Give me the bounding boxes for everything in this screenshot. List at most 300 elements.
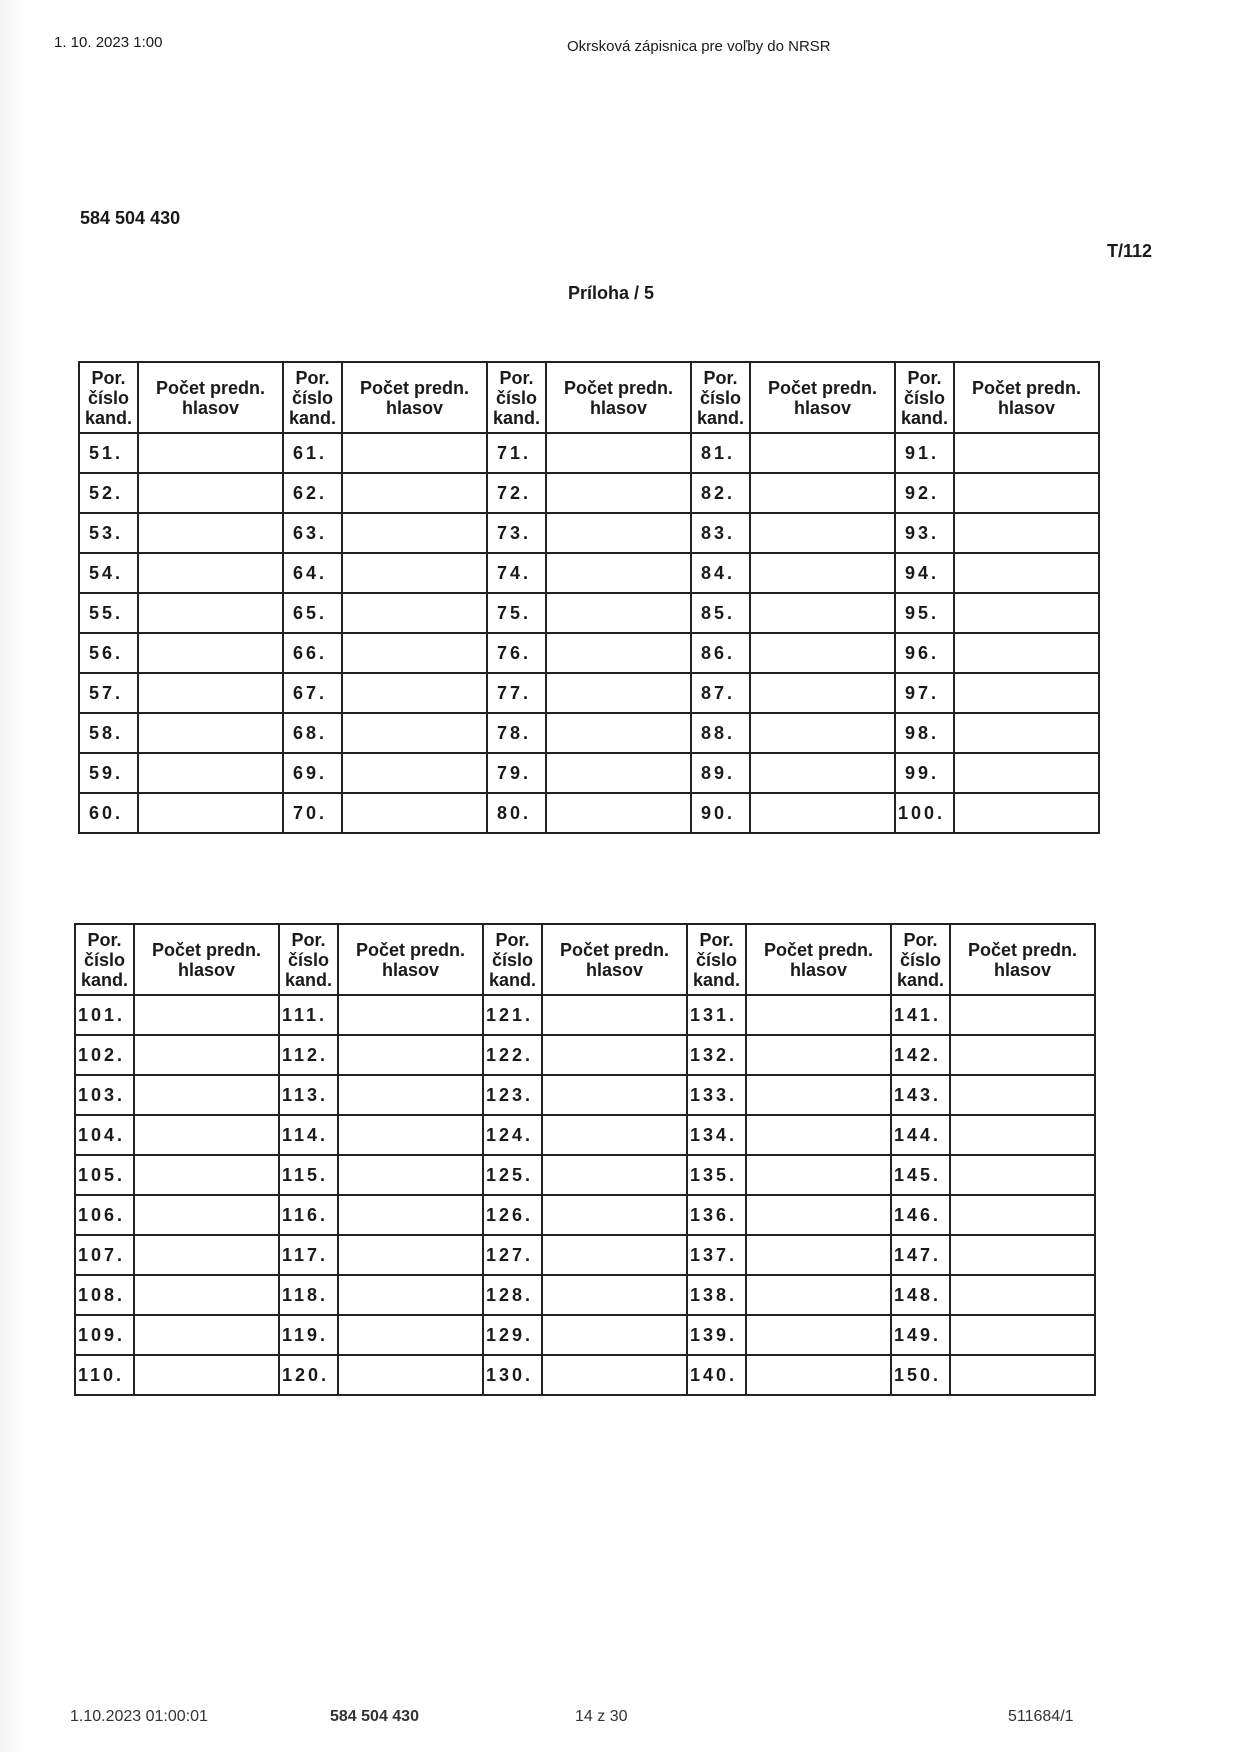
candidate-number: 140.	[687, 1355, 746, 1395]
candidate-number: 120.	[279, 1355, 338, 1395]
preference-votes-cell[interactable]	[134, 1115, 279, 1155]
preference-votes-header	[950, 924, 1095, 995]
candidate-number: 51.	[79, 433, 138, 473]
candidate-number: 139.	[687, 1315, 746, 1355]
preference-votes-cell[interactable]	[342, 513, 487, 553]
header-line: kand.	[284, 969, 332, 990]
header-line: Por.	[87, 929, 122, 950]
candidate-number-header	[279, 924, 338, 995]
preference-votes-cell[interactable]	[954, 593, 1099, 633]
table-row	[79, 633, 1099, 673]
preference-votes-cell[interactable]	[138, 793, 283, 833]
candidate-number: 138.	[687, 1275, 746, 1315]
header-line: Por.	[699, 929, 734, 950]
header-line: číslo	[699, 387, 742, 408]
table-row	[79, 793, 1099, 833]
preference-votes-cell[interactable]	[342, 753, 487, 793]
candidate-number: 69.	[283, 753, 342, 793]
footer-document-id: 584 504 430	[330, 1708, 419, 1725]
candidate-number: 71.	[487, 433, 546, 473]
candidate-number: 93.	[895, 513, 954, 553]
candidate-number: 147.	[891, 1235, 950, 1275]
preference-votes-cell[interactable]	[954, 753, 1099, 793]
candidate-number: 77.	[487, 673, 546, 713]
preference-votes-cell[interactable]	[546, 473, 691, 513]
preference-votes-cell[interactable]	[950, 1275, 1095, 1315]
candidate-number: 80.	[487, 793, 546, 833]
preference-votes-header	[342, 362, 487, 433]
candidate-number: 76.	[487, 633, 546, 673]
candidate-number: 142.	[891, 1035, 950, 1075]
candidate-number: 83.	[691, 513, 750, 553]
header-line: hlasov	[789, 959, 848, 980]
preference-votes-cell[interactable]	[134, 1235, 279, 1275]
preference-votes-table-1	[78, 361, 1100, 834]
preference-votes-cell[interactable]	[134, 1155, 279, 1195]
preference-votes-cell[interactable]	[546, 753, 691, 793]
candidate-number: 107.	[75, 1235, 134, 1275]
header-line: hlasov	[177, 959, 236, 980]
preference-votes-cell[interactable]	[954, 673, 1099, 713]
preference-votes-cell[interactable]	[138, 673, 283, 713]
preference-votes-cell[interactable]	[750, 473, 895, 513]
candidate-number: 73.	[487, 513, 546, 553]
scan-edge-shadow	[0, 0, 26, 1752]
candidate-number: 144.	[891, 1115, 950, 1155]
candidate-number: 145.	[891, 1155, 950, 1195]
header-line: hlasov	[997, 397, 1056, 418]
header-line: hlasov	[385, 397, 444, 418]
header-line: kand.	[896, 969, 944, 990]
candidate-number: 103.	[75, 1075, 134, 1115]
candidate-number: 89.	[691, 753, 750, 793]
header-line: hlasov	[589, 397, 648, 418]
preference-votes-header	[954, 362, 1099, 433]
candidate-number: 81.	[691, 433, 750, 473]
preference-votes-cell[interactable]	[950, 1235, 1095, 1275]
candidate-number: 75.	[487, 593, 546, 633]
candidate-number: 64.	[283, 553, 342, 593]
candidate-number: 123.	[483, 1075, 542, 1115]
header-line: Počet predn.	[359, 377, 470, 398]
preference-votes-cell[interactable]	[950, 1035, 1095, 1075]
preference-votes-cell[interactable]	[950, 1315, 1095, 1355]
preference-votes-cell[interactable]	[950, 995, 1095, 1035]
preference-votes-cell[interactable]	[750, 713, 895, 753]
preference-votes-table-2	[74, 923, 1096, 1396]
candidate-number: 136.	[687, 1195, 746, 1235]
candidate-number: 94.	[895, 553, 954, 593]
candidate-number: 63.	[283, 513, 342, 553]
preference-votes-cell[interactable]	[542, 1035, 687, 1075]
preference-votes-cell[interactable]	[542, 1075, 687, 1115]
preference-votes-cell[interactable]	[954, 793, 1099, 833]
table-row	[75, 1275, 1095, 1315]
preference-votes-cell[interactable]	[954, 513, 1099, 553]
header-line: hlasov	[585, 959, 644, 980]
candidate-number: 91.	[895, 433, 954, 473]
candidate-number: 135.	[687, 1155, 746, 1195]
table-row	[79, 713, 1099, 753]
header-date: 1. 10. 2023 1:00	[54, 34, 163, 51]
preference-votes-cell[interactable]	[746, 1075, 891, 1115]
preference-votes-cell[interactable]	[750, 513, 895, 553]
preference-votes-cell[interactable]	[542, 1355, 687, 1395]
preference-votes-cell[interactable]	[338, 1035, 483, 1075]
preference-votes-cell[interactable]	[746, 1315, 891, 1355]
candidate-number-header	[79, 362, 138, 433]
header-line: Por.	[495, 929, 530, 950]
candidate-number: 53.	[79, 513, 138, 553]
candidate-number-header	[283, 362, 342, 433]
header-line: číslo	[491, 949, 534, 970]
preference-votes-header	[134, 924, 279, 995]
table-row	[79, 473, 1099, 513]
header-line: hlasov	[993, 959, 1052, 980]
candidate-number: 122.	[483, 1035, 542, 1075]
candidate-number: 86.	[691, 633, 750, 673]
header-line: Počet predn.	[967, 939, 1078, 960]
preference-votes-cell[interactable]	[342, 673, 487, 713]
header-line: kand.	[492, 407, 540, 428]
candidate-number: 108.	[75, 1275, 134, 1315]
header-line: Por.	[499, 367, 534, 388]
preference-votes-cell[interactable]	[138, 633, 283, 673]
header-line: Por.	[91, 367, 126, 388]
candidate-number: 87.	[691, 673, 750, 713]
preference-votes-cell[interactable]	[954, 633, 1099, 673]
preference-votes-cell[interactable]	[338, 1115, 483, 1155]
candidate-number: 133.	[687, 1075, 746, 1115]
candidate-number: 72.	[487, 473, 546, 513]
annex-title: Príloha / 5	[568, 283, 655, 303]
footer-code: 511684/1	[1008, 1708, 1074, 1725]
preference-votes-cell[interactable]	[954, 433, 1099, 473]
preference-votes-cell[interactable]	[542, 1195, 687, 1235]
preference-votes-cell[interactable]	[542, 1275, 687, 1315]
header-line: hlasov	[793, 397, 852, 418]
preference-votes-cell[interactable]	[134, 1355, 279, 1395]
candidate-number: 57.	[79, 673, 138, 713]
header-line: číslo	[495, 387, 538, 408]
preference-votes-cell[interactable]	[338, 1235, 483, 1275]
candidate-number-header	[483, 924, 542, 995]
header-line: Počet predn.	[763, 939, 874, 960]
preference-votes-header	[546, 362, 691, 433]
candidate-number: 52.	[79, 473, 138, 513]
candidate-number: 92.	[895, 473, 954, 513]
table-row	[75, 1115, 1095, 1155]
preference-votes-cell[interactable]	[950, 1075, 1095, 1115]
header-line: kand.	[84, 407, 132, 428]
preference-votes-cell[interactable]	[546, 713, 691, 753]
preference-votes-cell[interactable]	[138, 713, 283, 753]
candidate-number-header	[75, 924, 134, 995]
table-header-row	[79, 362, 1099, 433]
candidate-number: 79.	[487, 753, 546, 793]
preference-votes-cell[interactable]	[746, 1195, 891, 1235]
candidate-number: 131.	[687, 995, 746, 1035]
candidate-number: 70.	[283, 793, 342, 833]
preference-votes-cell[interactable]	[746, 1155, 891, 1195]
preference-votes-cell[interactable]	[542, 995, 687, 1035]
preference-votes-cell[interactable]	[546, 793, 691, 833]
candidate-number: 74.	[487, 553, 546, 593]
preference-votes-cell[interactable]	[338, 1195, 483, 1235]
candidate-number-header	[895, 362, 954, 433]
preference-votes-header	[542, 924, 687, 995]
header-line: číslo	[291, 387, 334, 408]
preference-votes-cell[interactable]	[338, 995, 483, 1035]
candidate-number: 68.	[283, 713, 342, 753]
candidate-number-header	[891, 924, 950, 995]
table-row	[75, 1235, 1095, 1275]
preference-votes-cell[interactable]	[746, 1355, 891, 1395]
header-line: Počet predn.	[767, 377, 878, 398]
preference-votes-cell[interactable]	[138, 553, 283, 593]
candidate-number: 141.	[891, 995, 950, 1035]
header-line: Por.	[907, 367, 942, 388]
header-line: Počet predn.	[971, 377, 1082, 398]
preference-votes-header	[338, 924, 483, 995]
candidate-number: 114.	[279, 1115, 338, 1155]
header-line: Por.	[903, 929, 938, 950]
preference-votes-cell[interactable]	[954, 713, 1099, 753]
header-line: kand.	[696, 407, 744, 428]
table-row	[75, 1195, 1095, 1235]
header-line: Počet predn.	[563, 377, 674, 398]
header-line: Por.	[291, 929, 326, 950]
header-line: Počet predn.	[155, 377, 266, 398]
table-row	[79, 673, 1099, 713]
candidate-number: 90.	[691, 793, 750, 833]
candidate-number-header	[487, 362, 546, 433]
candidate-number: 56.	[79, 633, 138, 673]
header-line: číslo	[899, 949, 942, 970]
preference-votes-cell[interactable]	[342, 633, 487, 673]
preference-votes-cell[interactable]	[750, 753, 895, 793]
candidate-number: 58.	[79, 713, 138, 753]
document-id: 584 504 430	[80, 208, 181, 228]
header-line: číslo	[287, 949, 330, 970]
preference-votes-cell[interactable]	[750, 593, 895, 633]
candidate-number: 82.	[691, 473, 750, 513]
header-line: kand.	[900, 407, 948, 428]
preference-votes-cell[interactable]	[138, 593, 283, 633]
preference-votes-cell[interactable]	[342, 433, 487, 473]
candidate-number: 85.	[691, 593, 750, 633]
preference-votes-cell[interactable]	[954, 473, 1099, 513]
candidate-number: 100.	[895, 793, 954, 833]
candidate-number: 55.	[79, 593, 138, 633]
footer-page-number: 14 z 30	[575, 1708, 628, 1725]
preference-votes-cell[interactable]	[134, 1275, 279, 1315]
candidate-number: 61.	[283, 433, 342, 473]
candidate-number: 125.	[483, 1155, 542, 1195]
preference-votes-cell[interactable]	[542, 1155, 687, 1195]
header-line: číslo	[87, 387, 130, 408]
preference-votes-cell[interactable]	[138, 473, 283, 513]
preference-votes-cell[interactable]	[950, 1195, 1095, 1235]
table-header-row	[75, 924, 1095, 995]
candidate-number: 126.	[483, 1195, 542, 1235]
preference-votes-cell[interactable]	[134, 995, 279, 1035]
candidate-number: 148.	[891, 1275, 950, 1315]
table-row	[79, 433, 1099, 473]
preference-votes-cell[interactable]	[746, 1235, 891, 1275]
preference-votes-header	[750, 362, 895, 433]
preference-votes-header	[746, 924, 891, 995]
table-row	[75, 1075, 1095, 1115]
preference-votes-cell[interactable]	[342, 473, 487, 513]
preference-votes-cell[interactable]	[746, 1115, 891, 1155]
preference-votes-cell[interactable]	[542, 1315, 687, 1355]
header-line: kand.	[488, 969, 536, 990]
table-row	[79, 553, 1099, 593]
preference-votes-cell[interactable]	[954, 553, 1099, 593]
preference-votes-cell[interactable]	[750, 553, 895, 593]
candidate-number: 132.	[687, 1035, 746, 1075]
form-code: T/112	[1106, 241, 1152, 261]
preference-votes-cell[interactable]	[750, 633, 895, 673]
candidate-number: 149.	[891, 1315, 950, 1355]
table-row	[75, 1315, 1095, 1355]
preference-votes-cell[interactable]	[342, 553, 487, 593]
preference-votes-cell[interactable]	[546, 673, 691, 713]
candidate-number: 119.	[279, 1315, 338, 1355]
candidate-number: 130.	[483, 1355, 542, 1395]
table-row	[79, 593, 1099, 633]
candidate-number: 110.	[75, 1355, 134, 1395]
preference-votes-cell[interactable]	[338, 1275, 483, 1315]
candidate-number: 118.	[279, 1275, 338, 1315]
candidate-number: 105.	[75, 1155, 134, 1195]
candidate-number: 62.	[283, 473, 342, 513]
preference-votes-cell[interactable]	[746, 1275, 891, 1315]
preference-votes-cell[interactable]	[950, 1355, 1095, 1395]
candidate-number: 109.	[75, 1315, 134, 1355]
preference-votes-cell[interactable]	[138, 513, 283, 553]
preference-votes-cell[interactable]	[950, 1155, 1095, 1195]
header-line: kand.	[692, 969, 740, 990]
candidate-number: 134.	[687, 1115, 746, 1155]
preference-votes-cell[interactable]	[546, 593, 691, 633]
preference-votes-cell[interactable]	[546, 433, 691, 473]
header-line: Počet predn.	[355, 939, 466, 960]
preference-votes-cell[interactable]	[750, 673, 895, 713]
candidate-number: 54.	[79, 553, 138, 593]
preference-votes-cell[interactable]	[546, 553, 691, 593]
preference-votes-cell[interactable]	[546, 513, 691, 553]
table-row	[75, 1355, 1095, 1395]
preference-votes-cell[interactable]	[342, 593, 487, 633]
header-line: Počet predn.	[559, 939, 670, 960]
preference-votes-cell[interactable]	[338, 1075, 483, 1115]
candidate-number: 84.	[691, 553, 750, 593]
preference-votes-cell[interactable]	[342, 713, 487, 753]
preference-votes-cell[interactable]	[750, 433, 895, 473]
candidate-number: 143.	[891, 1075, 950, 1115]
candidate-number: 101.	[75, 995, 134, 1035]
preference-votes-cell[interactable]	[134, 1195, 279, 1235]
preference-votes-cell[interactable]	[338, 1315, 483, 1355]
header-line: číslo	[83, 949, 126, 970]
candidate-number-header	[691, 362, 750, 433]
candidate-number: 116.	[279, 1195, 338, 1235]
candidate-number: 146.	[891, 1195, 950, 1235]
header-line: Por.	[295, 367, 330, 388]
preference-votes-cell[interactable]	[338, 1355, 483, 1395]
preference-votes-cell[interactable]	[746, 1035, 891, 1075]
candidate-number: 115.	[279, 1155, 338, 1195]
preference-votes-cell[interactable]	[542, 1235, 687, 1275]
candidate-number: 59.	[79, 753, 138, 793]
preference-votes-cell[interactable]	[746, 995, 891, 1035]
candidate-number: 128.	[483, 1275, 542, 1315]
header-title: Okrsková zápisnica pre voľby do NRSR	[567, 38, 831, 55]
preference-votes-cell[interactable]	[138, 433, 283, 473]
candidate-number: 96.	[895, 633, 954, 673]
candidate-number: 60.	[79, 793, 138, 833]
candidate-number: 66.	[283, 633, 342, 673]
preference-votes-cell[interactable]	[542, 1115, 687, 1155]
preference-votes-cell[interactable]	[342, 793, 487, 833]
header-line: číslo	[903, 387, 946, 408]
preference-votes-cell[interactable]	[750, 793, 895, 833]
candidate-number: 124.	[483, 1115, 542, 1155]
table-row	[75, 995, 1095, 1035]
candidate-number: 106.	[75, 1195, 134, 1235]
header-line: hlasov	[181, 397, 240, 418]
candidate-number: 97.	[895, 673, 954, 713]
candidate-number: 67.	[283, 673, 342, 713]
footer-timestamp: 1.10.2023 01:00:01	[70, 1708, 208, 1725]
candidate-number: 78.	[487, 713, 546, 753]
preference-votes-cell[interactable]	[546, 633, 691, 673]
header-line: číslo	[695, 949, 738, 970]
table-row	[79, 753, 1099, 793]
candidate-number: 113.	[279, 1075, 338, 1115]
preference-votes-cell[interactable]	[134, 1035, 279, 1075]
candidate-number: 112.	[279, 1035, 338, 1075]
candidate-number: 137.	[687, 1235, 746, 1275]
candidate-number: 98.	[895, 713, 954, 753]
table-row	[75, 1155, 1095, 1195]
candidate-number: 121.	[483, 995, 542, 1035]
candidate-number: 95.	[895, 593, 954, 633]
candidate-number: 117.	[279, 1235, 338, 1275]
preference-votes-cell[interactable]	[134, 1075, 279, 1115]
candidate-number: 102.	[75, 1035, 134, 1075]
preference-votes-cell[interactable]	[134, 1315, 279, 1355]
header-line: Počet predn.	[151, 939, 262, 960]
candidate-number: 150.	[891, 1355, 950, 1395]
header-line: hlasov	[381, 959, 440, 980]
candidate-number: 99.	[895, 753, 954, 793]
candidate-number: 127.	[483, 1235, 542, 1275]
candidate-number: 88.	[691, 713, 750, 753]
preference-votes-cell[interactable]	[338, 1155, 483, 1195]
candidate-number: 65.	[283, 593, 342, 633]
preference-votes-header	[138, 362, 283, 433]
header-line: kand.	[288, 407, 336, 428]
candidate-number-header	[687, 924, 746, 995]
candidate-number: 104.	[75, 1115, 134, 1155]
header-line: kand.	[80, 969, 128, 990]
candidate-number: 129.	[483, 1315, 542, 1355]
preference-votes-cell[interactable]	[950, 1115, 1095, 1155]
preference-votes-cell[interactable]	[138, 753, 283, 793]
